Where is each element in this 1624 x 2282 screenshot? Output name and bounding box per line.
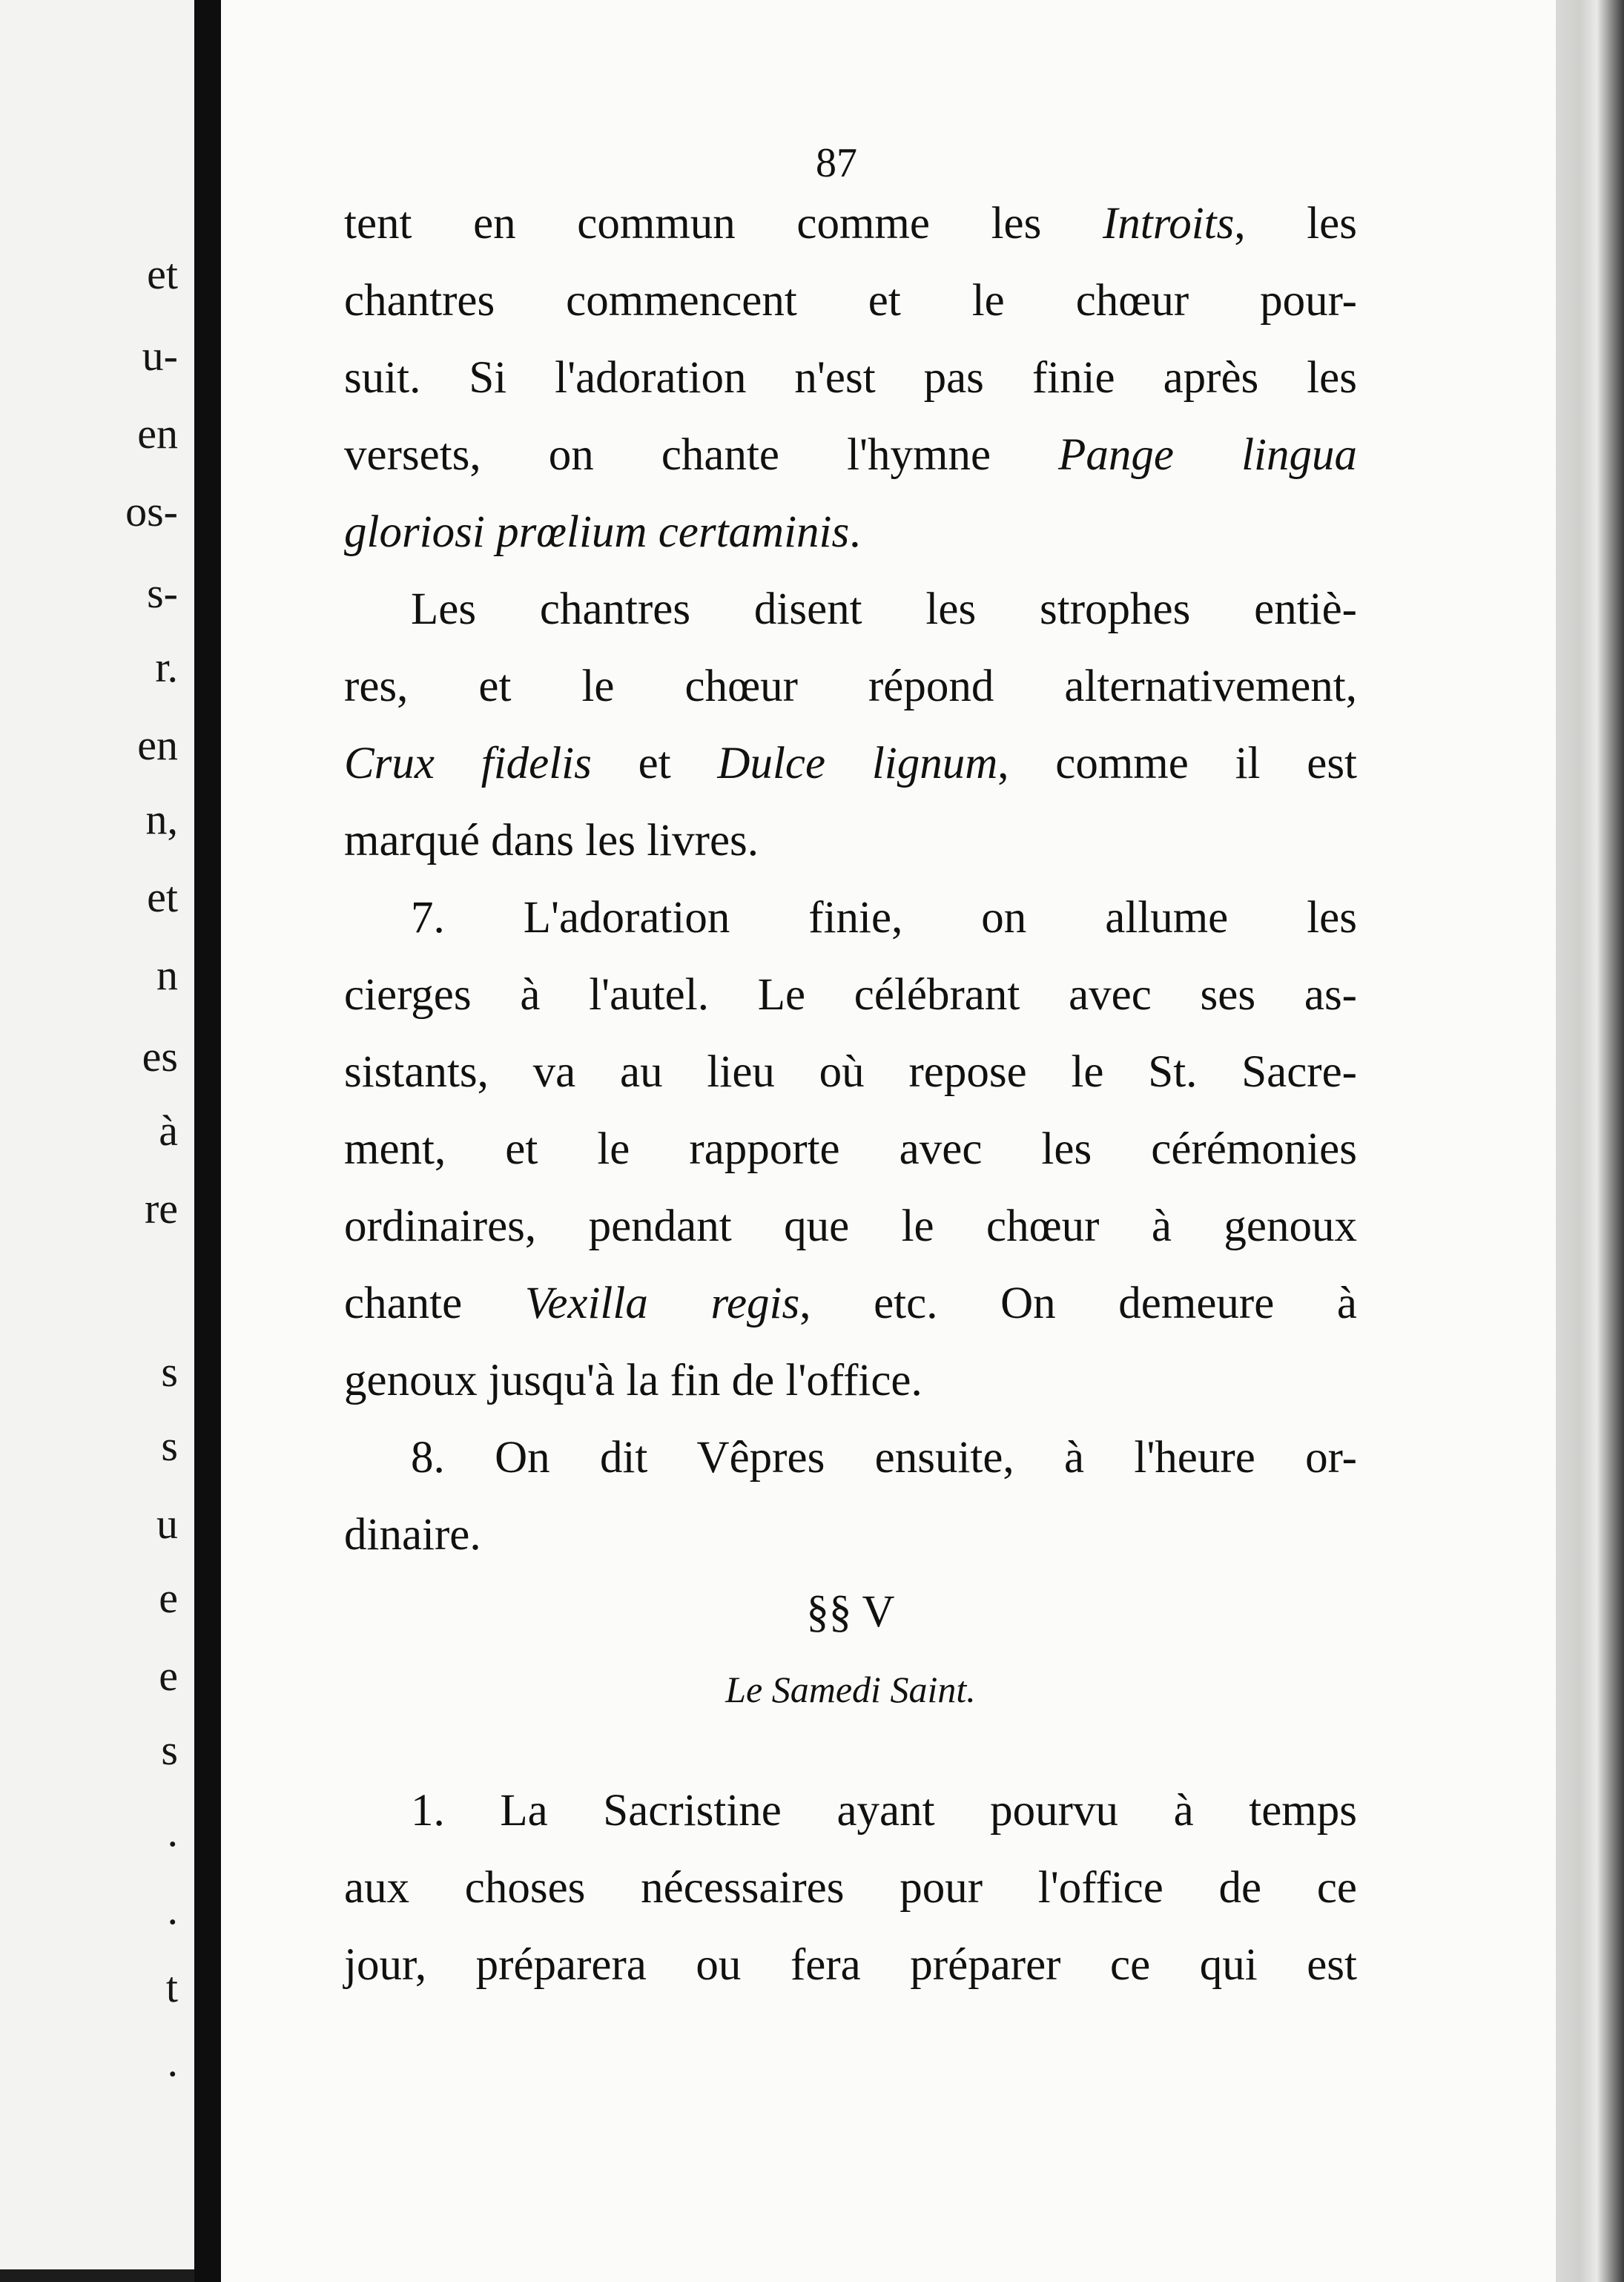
left-page-text-fragment: u- <box>142 332 178 380</box>
left-page-text-fragment: es <box>142 1032 178 1081</box>
text-line: 7. L'adoration finie, on allume les <box>411 893 1357 943</box>
top-spacer <box>344 141 1357 185</box>
text-line: suit. Si l'adoration n'est pas finie après les <box>344 353 1357 403</box>
page-edge-shadow <box>1556 0 1624 2282</box>
left-page-fragment <box>0 0 194 2269</box>
text-line: aux choses nécessaires pour l'office de ce <box>344 1863 1357 1913</box>
text-line: marqué dans les livres. <box>344 816 759 865</box>
text-line: res, et le chœur répond alternativement, <box>344 662 1357 711</box>
text-line: genoux jusqu'à la fin de l'office. <box>344 1356 922 1405</box>
text-line: chantres commencent et le chœur pour- <box>344 276 1357 326</box>
text-line: tent en commun comme les Introits, les <box>344 199 1358 248</box>
left-page-text-fragment: . <box>167 1807 178 1856</box>
text-line: dinaire. <box>344 1510 481 1560</box>
left-page-text-fragment: s <box>161 1348 178 1396</box>
left-page-text-fragment: r. <box>155 643 178 691</box>
section-heading: §§ V <box>806 1587 895 1637</box>
left-page-text-fragment: re <box>144 1184 178 1233</box>
text-line: sistants, va au lieu où repose le St. Sacre- <box>344 1047 1357 1097</box>
text-line: ment, et le rapporte avec les cérémonies <box>344 1124 1357 1174</box>
text-line: 1. La Sacristine ayant pourvu à temps <box>411 1786 1357 1836</box>
left-page-text-fragment: à <box>159 1107 178 1155</box>
section-subtitle: Le Samedi Saint. <box>725 1669 976 1710</box>
text-line <box>344 1728 1357 1772</box>
text-line: gloriosi prœlium certaminis. <box>344 507 861 557</box>
page-body <box>344 141 1357 2004</box>
left-page-text-fragment: n, <box>145 795 178 843</box>
left-page-text-fragment: . <box>167 1885 178 1933</box>
left-page-text-fragment: et <box>147 873 178 921</box>
left-page-text-fragment: en <box>137 409 178 458</box>
text-line: cierges à l'autel. Le célébrant avec ses as- <box>344 970 1357 1020</box>
text-line: Crux fidelis et Dulce lignum, comme il est <box>344 739 1358 788</box>
text-line: Les chantres disent les strophes entiè- <box>411 584 1357 634</box>
left-page-text-fragment: et <box>147 250 178 298</box>
left-page-text-fragment: n <box>156 951 178 999</box>
text-line: jour, préparera ou fera préparer ce qui est <box>344 1940 1357 1990</box>
left-page-text-fragment: en <box>137 721 178 769</box>
left-page-text-fragment: u <box>156 1500 178 1548</box>
text-line: chante Vexilla regis, etc. On demeure à <box>344 1279 1357 1328</box>
left-page-text-fragment: s <box>161 1422 178 1470</box>
left-page-text-fragment: os- <box>125 487 178 535</box>
left-page-text-fragment: t <box>165 1963 178 2011</box>
text-line: versets, on chante l'hymne Pange lingua <box>344 430 1358 480</box>
left-page-text-fragment: s <box>161 1726 178 1774</box>
text-line: ordinaires, pendant que le chœur à genoux <box>344 1201 1357 1251</box>
left-page-text-fragment: . <box>167 2037 178 2085</box>
book-gutter <box>194 0 221 2282</box>
left-page-text-fragment: s- <box>147 569 178 617</box>
page-number: 87 <box>816 140 857 186</box>
left-page-text-fragment: e <box>159 1652 178 1700</box>
text-line: 8. On dit Vêpres ensuite, à l'heure or- <box>411 1433 1357 1483</box>
left-page-text-fragment: e <box>159 1574 178 1622</box>
